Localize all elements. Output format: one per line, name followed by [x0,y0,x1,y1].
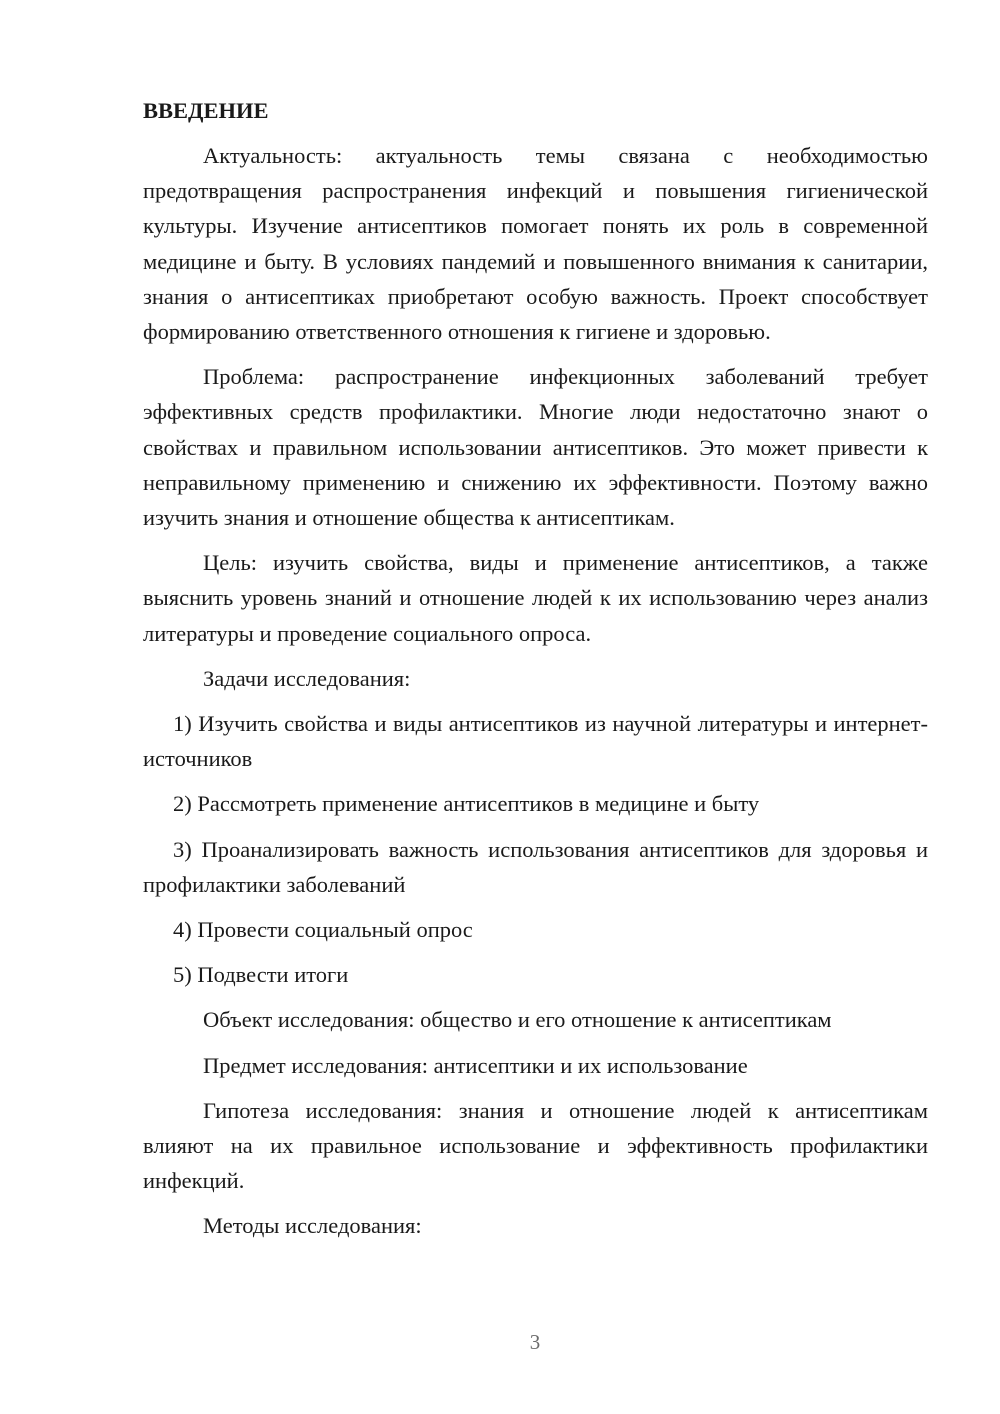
problem-paragraph: Проблема: распространение инфекционных заболеваний требует эффективных средств профилактики. Многие люди недостаточно знают о свойствах и правильном использовании антисептиков. Это может привести к неправильному применению и снижению их эффективности. Поэтому важно изучить знания и отношение общества к антисептикам. [143,364,928,531]
page-number: 3 [529,1330,541,1354]
task-item: 3) Проанализировать важность использования антисептиков для здоровья и профилактики заболеваний [143,836,928,897]
task-item: 4) Провести социальный опрос [173,917,473,943]
object-paragraph: Объект исследования: общество и его отношение к антисептикам [203,1007,832,1033]
goal-paragraph: Цель: изучить свойства, виды и применение антисептиков, а также выяснить уровень знаний и отношение людей к их использованию через анализ литературы и проведение социального опроса. [143,550,928,646]
task-item: 1) Изучить свойства и виды антисептиков из научной литературы и интернет-источников [143,711,928,772]
task-item: 2) Рассмотреть применение антисептиков в медицине и быту [173,791,760,817]
section-heading: ВВЕДЕНИЕ [143,98,269,123]
relevance-paragraph: Актуальность: актуальность темы связана с необходимостью предотвращения распространения инфекций и повышения гигиенической культуры. Изучение антисептиков помогает понять их роль в современной медицине и быту. В условиях пандемий и повышенного внимания к санитарии, знания о антисептиках приобретают особую важность. Проект способствует формированию ответственного отношения к гигиене и здоровью. [143,143,928,345]
methods-heading: Методы исследования: [203,1213,422,1239]
task-item: 5) Подвести итоги [173,962,349,988]
hypothesis-paragraph: Гипотеза исследования: знания и отношение людей к антисептикам влияют на их правильное использование и эффективность профилактики инфекций. [143,1097,928,1194]
subject-paragraph: Предмет исследования: антисептики и их использование [203,1052,748,1078]
tasks-heading: Задачи исследования: [203,665,411,691]
document-page [143,96,928,1254]
